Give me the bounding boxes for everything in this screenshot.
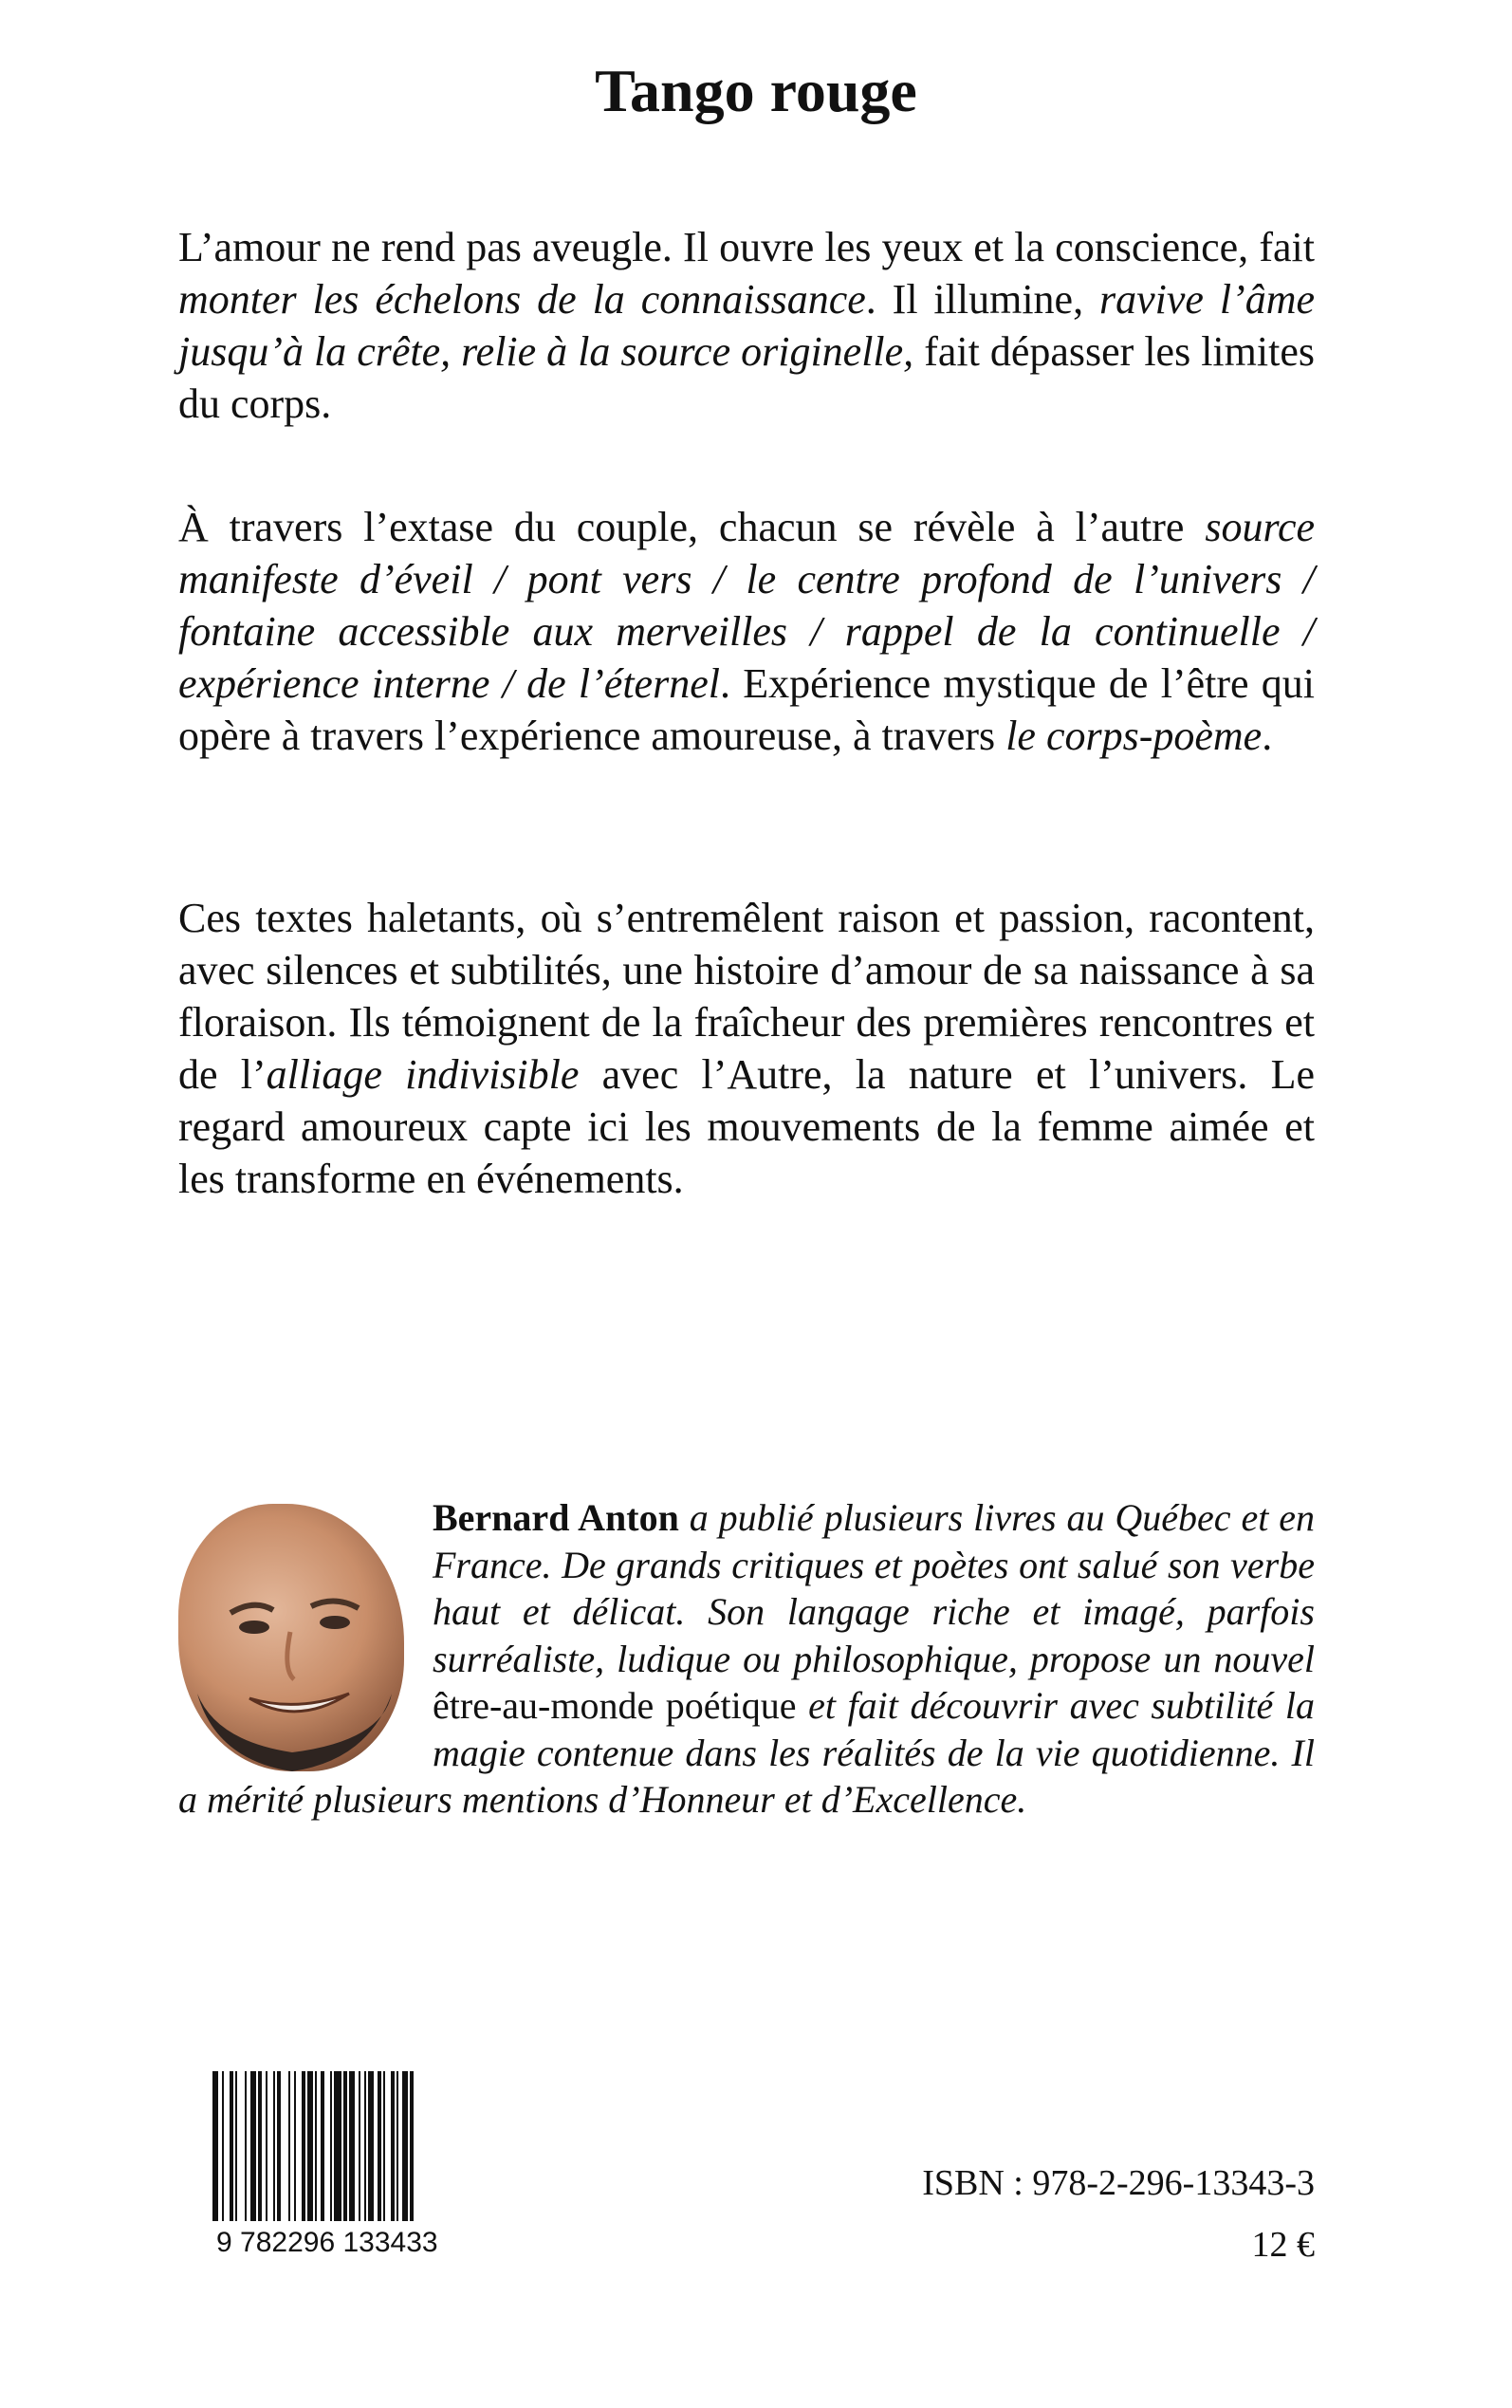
bio-text-1: a publié plusieurs livres au Québec et en France. De grands critiques et poètes ont salué son verbe haut et délicat. Son langage riche et imagé, parfois surréaliste, ludique ou philosophique, propose un nouvel — [433, 1496, 1315, 1680]
p2-text-1: À travers l’extase du couple, chacun se révèle à l’autre — [178, 504, 1206, 550]
p3-italic-1: alliage indivisible — [266, 1051, 580, 1098]
barcode-bars — [212, 2071, 414, 2221]
barcode-bar — [294, 2071, 296, 2221]
barcode-bar — [410, 2071, 414, 2221]
p3-text-1: Ces textes haletants, où s’entremêlent raison et passion, racontent, avec silences et subtilités, une histoire d’amour de sa naissance à sa floraison. Ils témoignent de la fraîcheur des premières rencontres et de l’ — [178, 895, 1315, 1098]
barcode-bar — [235, 2071, 237, 2221]
barcode-bar — [258, 2071, 262, 2221]
barcode-bar — [222, 2071, 224, 2221]
author-photo — [178, 1504, 404, 1771]
bio-text-upright: être-au-monde poétique — [433, 1684, 797, 1727]
p2-text-3: . — [1262, 713, 1273, 759]
author-name: Bernard Anton — [433, 1496, 679, 1539]
barcode-digits: 9 782296 133433 — [216, 2227, 438, 2257]
barcode-bar — [321, 2071, 324, 2221]
barcode-bar — [302, 2071, 305, 2221]
barcode-bar — [383, 2071, 385, 2221]
summary-paragraph-3 — [178, 892, 1315, 1205]
p2-italic-2: le corps-poème — [1005, 713, 1263, 759]
barcode-bar — [402, 2071, 408, 2221]
barcode-bar — [250, 2071, 256, 2221]
barcode-bar — [343, 2071, 347, 2221]
barcode-bar — [212, 2071, 218, 2221]
p1-text-3: fait dépasser les limites du corps. — [178, 328, 1315, 427]
isbn: ISBN : 978-2-296-13343-3 — [922, 2163, 1315, 2203]
book-title: Tango rouge — [595, 57, 917, 124]
barcode-bar — [391, 2071, 395, 2221]
barcode-bar — [266, 2071, 267, 2221]
price: 12 € — [1251, 2225, 1315, 2265]
p1-italic-2: ravive l’âme jusqu’à la crête, relie à la source originelle, — [178, 276, 1315, 375]
barcode-bar — [307, 2071, 313, 2221]
p2-text-2: . Expérience mystique de l’être qui opère à travers l’expérience amoureuse, à travers — [178, 660, 1315, 759]
barcode-bar — [378, 2071, 381, 2221]
barcode-bar — [330, 2071, 332, 2221]
p1-text-1: L’amour ne rend pas aveugle. Il ouvre les yeux et la conscience, fait — [178, 224, 1315, 270]
barcode-bar — [334, 2071, 341, 2221]
barcode-bar — [245, 2071, 247, 2221]
p1-text-2: . Il illumine, — [865, 276, 1099, 323]
barcode-bar — [273, 2071, 275, 2221]
p2-italic-1: source manifeste d’éveil / pont vers / le centre profond de l’univers / fontaine accessible aux merveilles / rappel de la continuelle / expérience interne / de l’éternel — [178, 504, 1315, 707]
author-face-icon — [178, 1504, 404, 1771]
barcode-bar — [277, 2071, 281, 2221]
barcode-bar — [230, 2071, 233, 2221]
barcode-bar — [315, 2071, 317, 2221]
author-bio — [178, 1494, 1315, 1824]
p1-italic-1: monter les échelons de la connaissance — [178, 276, 866, 323]
p3-text-2: avec l’Autre, la nature et l’univers. Le regard amoureux capte ici les mouvements de la femme aimée et les transforme en événements. — [178, 1051, 1315, 1202]
barcode-bar — [396, 2071, 398, 2221]
summary-paragraph-1 — [178, 221, 1315, 430]
summary-paragraph-2 — [178, 501, 1315, 762]
barcode — [211, 2071, 512, 2257]
barcode-bar — [359, 2071, 360, 2221]
barcode-bar — [288, 2071, 290, 2221]
bio-text-2: et fait découvrir avec subtilité la magie contenue dans les réalités de la vie quotidienne. Il a mérité plusieurs mentions d’Honneur et d’Excellence. — [178, 1684, 1316, 1821]
barcode-bar — [349, 2071, 355, 2221]
barcode-bar — [368, 2071, 374, 2221]
barcode-bar — [364, 2071, 366, 2221]
